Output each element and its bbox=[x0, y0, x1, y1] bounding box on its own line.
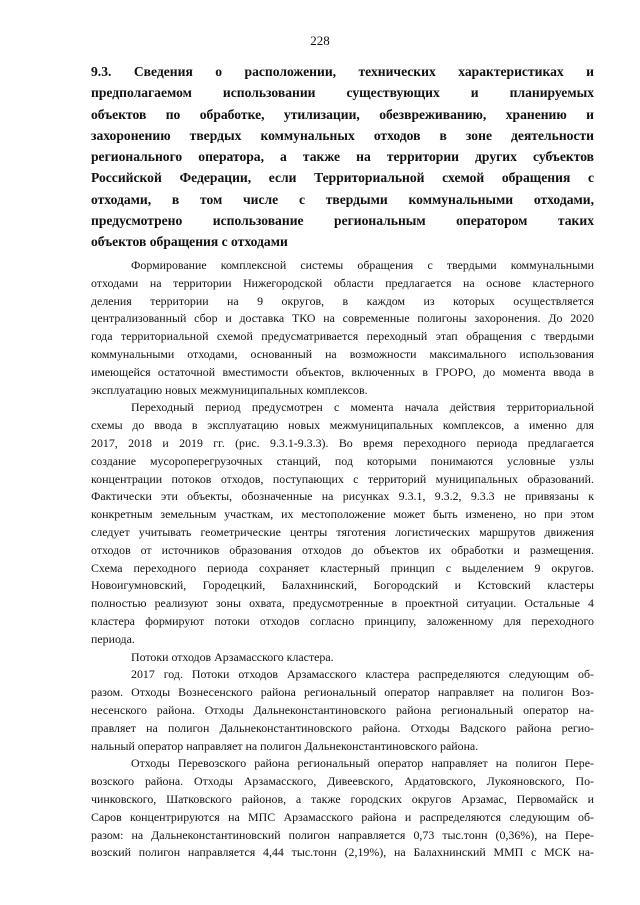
paragraph-line: Схема переходного периода сохраняет кластерный принцип с выделением 9 округов. bbox=[91, 560, 594, 575]
paragraph-line: эксплуатацию новых межмуниципальных комплексов. bbox=[91, 382, 368, 397]
paragraph-line: разом: на Дальнеконстантиновский полигон направляется 0,73 тыс.тонн (0,36%), на Пере- bbox=[91, 827, 594, 842]
paragraph-line: деления территории на 9 округов, в каждом из которых осуществляется bbox=[91, 293, 594, 308]
paragraph-line: возский полигон направляется 4,44 тыс.тонн (2,19%), на Балахнинский ММП с МСК на- bbox=[91, 845, 594, 860]
heading-line: объектов обращения с отходами bbox=[91, 234, 288, 250]
paragraph-line: Отходы Перевозского района региональный оператор направляет на полигон Пере- bbox=[131, 756, 594, 771]
paragraph-line: периода. bbox=[91, 631, 135, 646]
paragraph-line: имеющейся остаточной вместимости объектов, включенных в ГРОРО, до момента ввода в bbox=[91, 364, 594, 379]
paragraph-line: Потоки отходов Арзамасского кластера. bbox=[131, 649, 334, 664]
paragraph-line: коммунальными отходами, основанный на возможности максимального использования bbox=[91, 346, 594, 361]
heading-line: 9.3. Сведения о расположении, технических характеристиках и bbox=[91, 64, 594, 79]
paragraph-line: Новоигумновский, Городецкий, Балахнинский, Богородский и Кстовский кластеры bbox=[91, 578, 594, 593]
heading-line: объектов по обработке, утилизации, обезвреживанию, хранению и bbox=[91, 106, 594, 122]
paragraph-line: создание мусороперегрузочных станций, под которыми понимаются условные узлы bbox=[91, 453, 594, 468]
paragraph-line: следует учитывать геометрические центры тяготения логистических маршрутов движения bbox=[91, 524, 594, 539]
paragraph-line: разом. Отходы Вознесенского района региональный оператор направляет на полигон Воз- bbox=[91, 685, 594, 700]
heading-line: регионального оператора, а также на территории других субъектов bbox=[91, 149, 594, 165]
paragraph-line: отходов от источников образования отходов до объектов их обработки и размещения. bbox=[91, 542, 594, 557]
page-number: 228 bbox=[310, 33, 330, 48]
body-text bbox=[91, 257, 594, 862]
paragraph-line: несенского района. Отходы Дальнеконстантиновского района региональный оператор на- bbox=[91, 702, 594, 717]
section-heading bbox=[91, 61, 594, 253]
paragraph-line: чинковского, Шатковского районов, а также городских округов Арзамас, Первомайск и bbox=[91, 791, 594, 806]
paragraph-line: возского района. Отходы Арзамасского, Дивеевского, Ардатовского, Лукояновского, По- bbox=[91, 774, 594, 789]
paragraph-line: Переходный период предусмотрен с момента начала действия территориальной bbox=[131, 400, 594, 415]
paragraph-line: 2017 год. Потоки отходов Арзамасского кластера распределяются следующим об- bbox=[131, 667, 594, 682]
heading-line: захоронению твердых коммунальных отходов в зоне деятельности bbox=[91, 127, 594, 143]
paragraph-line: кластера формируют потоки отходов согласно принципу, заложенному для переходного bbox=[91, 613, 594, 628]
paragraph-line: централизованный сбор и доставка ТКО на современные полигоны захоронения. До 2020 bbox=[91, 311, 594, 326]
paragraph-line: нальный оператор направляет на полигон Дальнеконстантиновского района. bbox=[91, 738, 479, 753]
heading-line: Российской Федерации, если Территориальной схемой обращения с bbox=[91, 170, 594, 186]
paragraph-line: Формирование комплексной системы обращения с твердыми коммунальными bbox=[131, 258, 594, 272]
heading-line: предполагаемом использовании существующих и планируемых bbox=[91, 85, 594, 101]
paragraph-line: конкретным земельным участкам, их местоположение может быть изменено, но при этом bbox=[91, 507, 594, 522]
paragraph-line: Саров концентрируются на МПС Арзамасского района и распределяются следующим об- bbox=[91, 809, 594, 824]
paragraph-line: 2017, 2018 и 2019 гг. (рис. 9.3.1-9.3.3). Во время переходного периода предлагается bbox=[91, 435, 594, 450]
paragraph-line: правляет на полигон Дальнеконстантиновского района. Отходы Вадского района регио- bbox=[91, 720, 594, 735]
paragraph-line: Фактически эти объекты, обозначенные на рисунках 9.3.1, 9.3.2, 9.3.3 не привязаны к bbox=[91, 489, 594, 504]
paragraph-line: концентрации потоков отходов, поступающих с территорий муниципальных образований. bbox=[91, 471, 594, 486]
paragraph-line: отходами на территории Нижегородской области предлагается на основе кластерного bbox=[91, 275, 594, 290]
paragraph-line: года территориальной схемой предусматривается переходный этап обращения с твердыми bbox=[91, 329, 594, 344]
paragraph-line: полностью реализуют зоны охвата, предусмотренные в проектной ситуации. Остальные 4 bbox=[91, 596, 594, 611]
heading-line: отходами, в том числе с твердыми коммунальными отходами, bbox=[91, 191, 594, 207]
paragraph-line: схемы до ввода в эксплуатацию новых межмуниципальных комплексов, а именно для bbox=[91, 418, 594, 433]
heading-line: предусмотрено использование региональным оператором таких bbox=[91, 213, 594, 229]
